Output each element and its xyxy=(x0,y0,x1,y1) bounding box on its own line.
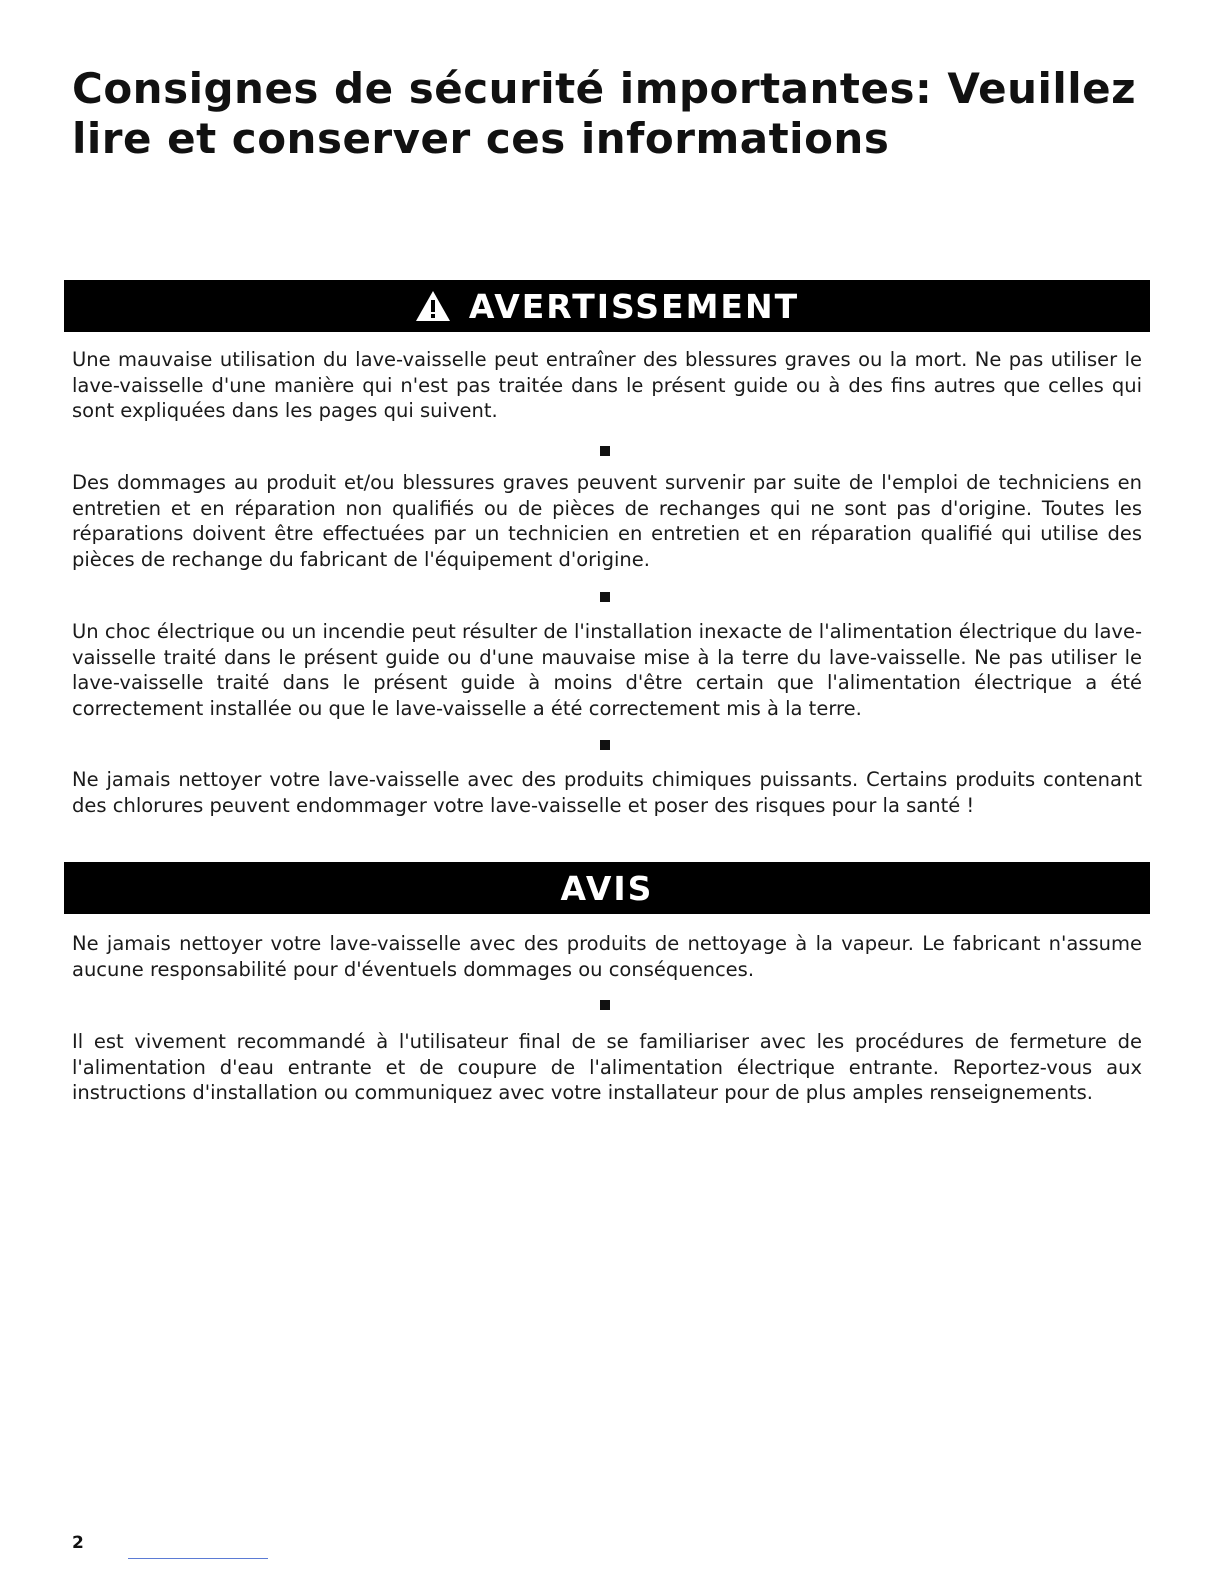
warning-heading: AVERTISSEMENT xyxy=(468,286,800,326)
separator-bullet xyxy=(600,592,610,602)
separator-bullet xyxy=(600,740,610,750)
warning-banner xyxy=(64,280,1150,332)
warning-paragraph-3: Un choc électrique ou un incendie peut résulter de l'installation inexacte de l'alimentation électrique du lave-vaisselle traité dans le présent guide ou d'une mauvaise mise à la terre du lave-vaisselle. Ne pas utiliser le lave-vaisselle traité dans le présent guide à moins d'être certain que l'alimentation électrique a été correctement installée ou que le lave-vaisselle a été correctement mis à la terre. xyxy=(72,620,1142,720)
footer-rule xyxy=(128,1558,268,1559)
page-number: 2 xyxy=(72,1533,84,1553)
page-title: Consignes de sécurité importantes: Veuillez lire et conserver ces informations xyxy=(72,64,1137,163)
notice-heading: AVIS xyxy=(560,868,654,908)
notice-paragraph-2: Il est vivement recommandé à l'utilisateur final de se familiariser avec les procédures de fermeture de l'alimentation d'eau entrante et de coupure de l'alimentation électrique entrante. Reportez-vous aux instructions d'installation ou communiquez avec votre installateur pour de plus amples renseignements. xyxy=(72,1030,1142,1104)
warning-paragraph-1: Une mauvaise utilisation du lave-vaisselle peut entraîner des blessures graves ou la mort. Ne pas utiliser le lave-vaisselle d'une manière qui n'est pas traitée dans le présent guide ou à des fins autres que celles qui sont expliquées dans les pages qui suivent. xyxy=(72,348,1142,422)
warning-triangle-icon xyxy=(415,290,451,322)
notice-paragraph-1: Ne jamais nettoyer votre lave-vaisselle avec des produits de nettoyage à la vapeur. Le fabricant n'assume aucune responsabilité pour d'éventuels dommages ou conséquences. xyxy=(72,932,1142,981)
warning-paragraph-4: Ne jamais nettoyer votre lave-vaisselle avec des produits chimiques puissants. Certains produits contenant des chlorures peuvent endommager votre lave-vaisselle et poser des risques pour la santé ! xyxy=(72,768,1142,817)
warning-paragraph-2: Des dommages au produit et/ou blessures graves peuvent survenir par suite de l'emploi de techniciens en entretien et en réparation non qualifiés ou de pièces de rechanges qui ne sont pas d'origine. Toutes les réparations doivent être effectuées par un technicien en entretien et en réparation qualifié qui utilise des pièces de rechange du fabricant de l'équipement d'origine. xyxy=(72,471,1142,571)
notice-banner xyxy=(64,862,1150,914)
separator-bullet xyxy=(600,446,610,456)
separator-bullet xyxy=(600,1000,610,1010)
